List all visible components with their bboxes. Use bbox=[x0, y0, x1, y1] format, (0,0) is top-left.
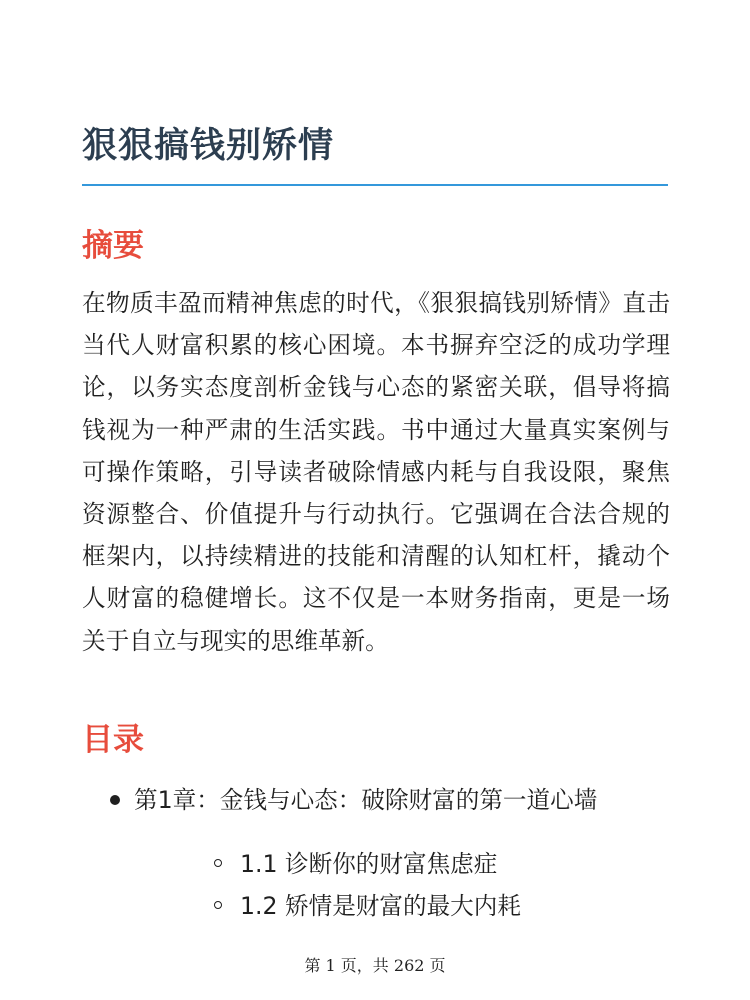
page-number-footer: 第 1 页，共 262 页 bbox=[304, 956, 446, 975]
toc-section bbox=[186, 844, 682, 886]
book-title: 狠狠搞钱别矫情 bbox=[82, 126, 335, 166]
toc-sub-list bbox=[134, 844, 682, 928]
abstract-paragraph: 在物质丰盈而精神焦虑的时代，《狠狠搞钱别矫情》直击当代人财富积累的核心困境。本书摒弃空泛的成功学理论，以务实态度剖析金钱与心态的紧密关联，倡导将搞钱视为一种严肃的生活实践。书中通过大量真实案例与可操作策略，引导读者破除情感内耗与自我设限，聚焦资源整合、价值提升与行动执行。它强调在合法合规的框架内，以持续精进的技能和清醒的认知杠杆，撬动个人财富的稳健增长。这不仅是一本财务指南，更是一场关于自立与现实的思维革新。 bbox=[82, 289, 670, 655]
toc-section-label: 1.2 矫情是财富的最大内耗 bbox=[240, 892, 521, 920]
title-divider bbox=[82, 184, 668, 186]
toc-chapter-label: 第1章：金钱与心态：破除财富的第一道心墙 bbox=[134, 786, 598, 814]
abstract-heading: 摘要 bbox=[82, 228, 144, 264]
toc-section-label: 1.1 诊断你的财富焦虑症 bbox=[240, 850, 498, 878]
toc-chapter bbox=[82, 780, 682, 928]
bullet-icon bbox=[110, 795, 120, 805]
toc-list bbox=[82, 780, 682, 928]
toc-section bbox=[186, 886, 682, 928]
hollow-bullet-icon bbox=[214, 901, 222, 909]
toc-heading: 目录 bbox=[82, 722, 144, 758]
hollow-bullet-icon bbox=[214, 859, 222, 867]
